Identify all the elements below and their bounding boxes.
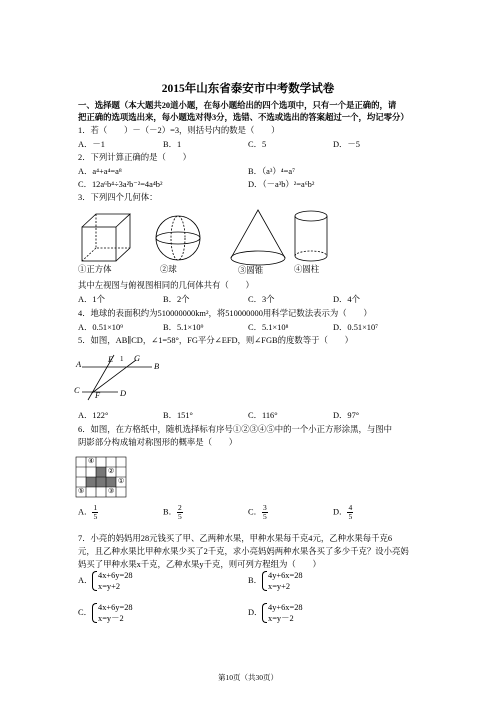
q5-label-angle1: 1 [120, 355, 124, 363]
q7-option-d-system: 4y+6x=28 x=y－2 [262, 602, 303, 624]
q3-option-d: D．4个 [333, 295, 360, 304]
q5-option-d: D．97° [333, 411, 360, 420]
q3-option-c: C．3个 [248, 295, 275, 304]
q1-option-d: D．－5 [333, 140, 360, 149]
q5-label-f: F [95, 391, 101, 400]
q7-option-b-system: 4y+6x=28 x=y+2 [262, 570, 303, 592]
q4-option-a: A．0.51×10⁹ [78, 323, 124, 332]
page-title: 2015年山东省泰安市中考数学试卷 [161, 83, 335, 95]
q1-option-c: C．5 [248, 140, 267, 149]
q5-label-g: G [134, 354, 141, 363]
q7-option-a-system: 4x+6y=28 x=y+2 [92, 570, 133, 592]
q7-option-c-system: 4x+6y=28 x=y－2 [92, 602, 133, 624]
q5-option-c: C．116° [248, 411, 278, 420]
q7-option-b-label: B． [248, 576, 262, 585]
q5-stem: 5．如图，AB∥CD，∠1=58°，FG平分∠EFD，则∠FGB的度数等于（ ） [78, 336, 353, 345]
q6-option-c: C． $\frac{3}{5}$ [248, 503, 267, 521]
q5-label-d: D [120, 389, 127, 398]
section-heading: 一、选择题（本大题共20道小题，在每小题给出的四个选项中，只有一个是正确的，请 [78, 101, 397, 110]
q1-option-b: B．1 [163, 140, 182, 149]
q3-question: 其中左视图与俯视图相同的几何体共有（ ） [78, 281, 254, 290]
q6-mark-2: ② [108, 467, 115, 475]
q5-option-b: B．151° [163, 411, 193, 420]
q7-option-c-label: C． [78, 608, 92, 617]
q6-option-d: D． $\frac{4}{5}$ [333, 503, 353, 521]
q2-option-a: A．a⁴+a⁴=a⁸ [78, 167, 122, 176]
q1-stem: 1．若（ ）－（－2）=3，则括号内的数是（ ） [78, 126, 280, 135]
q4-option-c: C．5.1×10⁸ [248, 323, 289, 332]
q2-stem: 2．下列计算正确的是（ ） [78, 153, 192, 162]
q5-label-a: A [76, 360, 82, 369]
q6-mark-4: ④ [88, 457, 95, 465]
q5-option-a: A．122° [78, 411, 109, 420]
q7-option-d-label: D． [248, 608, 263, 617]
q6-mark-1: ① [118, 477, 125, 485]
q3-label-sphere: ②球 [160, 265, 177, 274]
q6-stem-line2: 阴影部分构成轴对称图形的概率是（ ） [78, 438, 238, 447]
q2-option-c: C．12a⁶b⁴÷3a²b⁻²=4a⁴b² [78, 180, 163, 189]
q5-label-e: E [108, 355, 114, 364]
q3-stem: 3．下列四个几何体： [78, 193, 158, 202]
q4-option-b: B．5.1×10⁹ [163, 323, 204, 332]
q6-mark-3: ③ [108, 487, 115, 495]
q6-option-b: B． $\frac{2}{5}$ [163, 503, 182, 521]
q3-option-b: B．2个 [163, 295, 190, 304]
q2-option-d: D．（－a³b）²=a⁶b² [248, 180, 315, 189]
q6-option-a: A． $\frac{1}{5}$ [78, 503, 98, 521]
q3-label-cone: ③圆锥 [238, 266, 264, 275]
q4-stem: 4．地球的表面积约为510000000km²，将510000000用科学记数法表示为（ ） [78, 309, 372, 318]
q7-stem: 7．小亮的妈妈用28元钱买了甲、乙两种水果，甲种水果每千克4元，乙种水果每千克6 [78, 534, 393, 543]
q7-stem-line2: 元，且乙种水果比甲种水果少买了2千克，求小亮妈妈两种水果各买了多少千克？设小亮妈 [78, 547, 409, 556]
q7-stem-line3: 妈买了甲种水果x千克，乙种水果y千克，则可列方程组为（ ） [78, 560, 321, 569]
q2-option-b: B．（a³）⁴=a⁷ [248, 167, 296, 176]
q7-option-a-label: A． [78, 576, 93, 585]
q6-stem: 6．如图，在方格纸中，随机选择标有序号①②③④⑤中的一个小正方形涂黑，与图中 [78, 425, 393, 434]
q3-option-a: A．1个 [78, 295, 105, 304]
q3-label-cube: ①正方体 [78, 265, 112, 274]
q1-option-a: A．－1 [78, 140, 105, 149]
page-footer: 第10页（共30页） [218, 673, 278, 682]
section-heading-line2: 把正确的选项选出来，每小题选对得3分，选错、不选或选出的答案超过一个，均记零分） [78, 113, 409, 122]
q5-label-c: C [74, 386, 80, 395]
q3-label-cylinder: ④圆柱 [294, 265, 320, 274]
q5-label-b: B [154, 362, 160, 371]
q4-option-d: D．0.51×10⁷ [333, 323, 379, 332]
q6-mark-5: ⑤ [78, 487, 85, 495]
